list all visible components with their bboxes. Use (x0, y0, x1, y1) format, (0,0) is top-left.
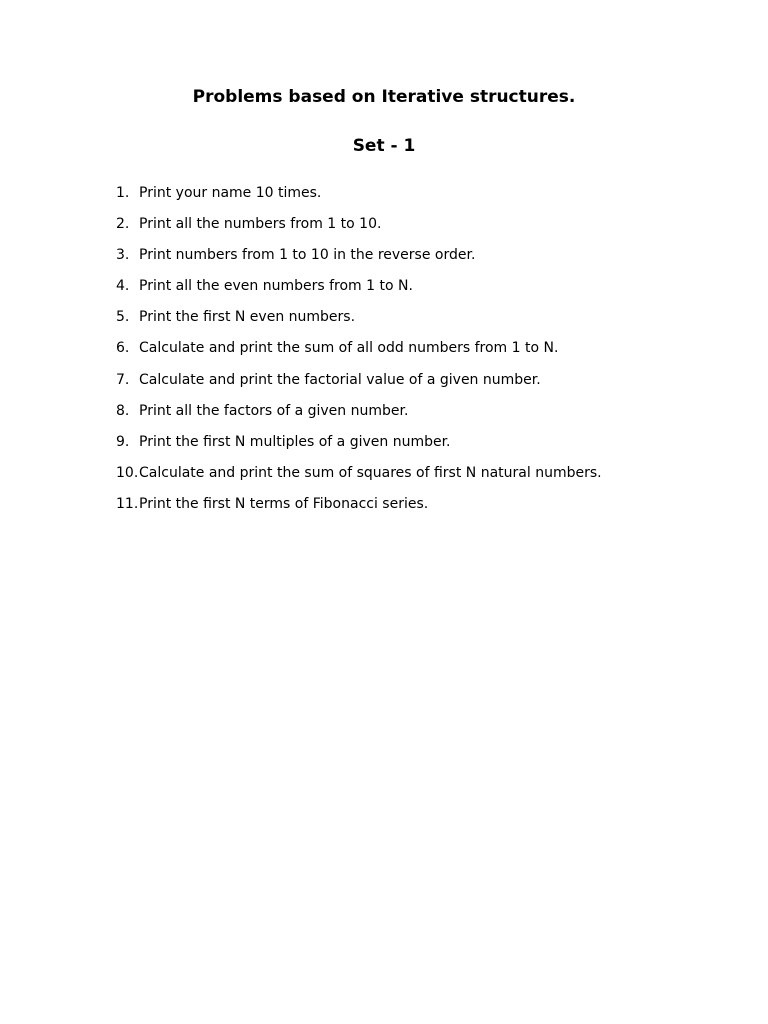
set-heading: Set - 1 (352, 136, 416, 156)
list-item (116, 401, 736, 432)
problem-text: Print your name 10 times. (139, 185, 322, 201)
list-item (116, 276, 736, 307)
problem-number: 4. (116, 278, 130, 295)
problem-number: 3. (116, 247, 130, 264)
page-title: Problems based on Iterative structures. (192, 87, 576, 107)
list-item (116, 214, 736, 245)
problem-number: 6. (116, 340, 130, 357)
list-item (116, 245, 736, 276)
problem-number: 2. (116, 216, 130, 233)
problem-text: Print all the factors of a given number. (139, 402, 409, 419)
problem-number: 1. (116, 185, 130, 201)
list-item (116, 432, 736, 463)
problem-list (116, 183, 736, 525)
problem-text: Calculate and print the sum of all odd numbers from 1 to N. (139, 340, 559, 357)
problem-text: Calculate and print the sum of squares of first N natural numbers. (139, 464, 602, 481)
list-item (116, 370, 736, 401)
problem-text: Print the first N even numbers. (139, 309, 356, 326)
problem-text: Print all the even numbers from 1 to N. (139, 278, 413, 295)
problem-text: Calculate and print the factorial value of a given number. (139, 371, 541, 388)
problem-text: Print numbers from 1 to 10 in the reverse order. (139, 247, 476, 264)
problem-number: 5. (116, 309, 130, 326)
problem-number: 8. (116, 402, 130, 419)
list-item (116, 183, 736, 214)
list-item (116, 307, 736, 338)
problem-number: 7. (116, 371, 130, 388)
problem-number: 10. (116, 464, 139, 481)
list-item (116, 494, 736, 525)
problem-text: Print the first N terms of Fibonacci series. (139, 495, 429, 512)
problem-text: Print the first N multiples of a given number. (139, 433, 451, 450)
list-item (116, 463, 736, 494)
problem-text: Print all the numbers from 1 to 10. (139, 216, 382, 233)
problem-number: 11. (116, 495, 139, 512)
list-item (116, 338, 736, 369)
problem-number: 9. (116, 433, 130, 450)
